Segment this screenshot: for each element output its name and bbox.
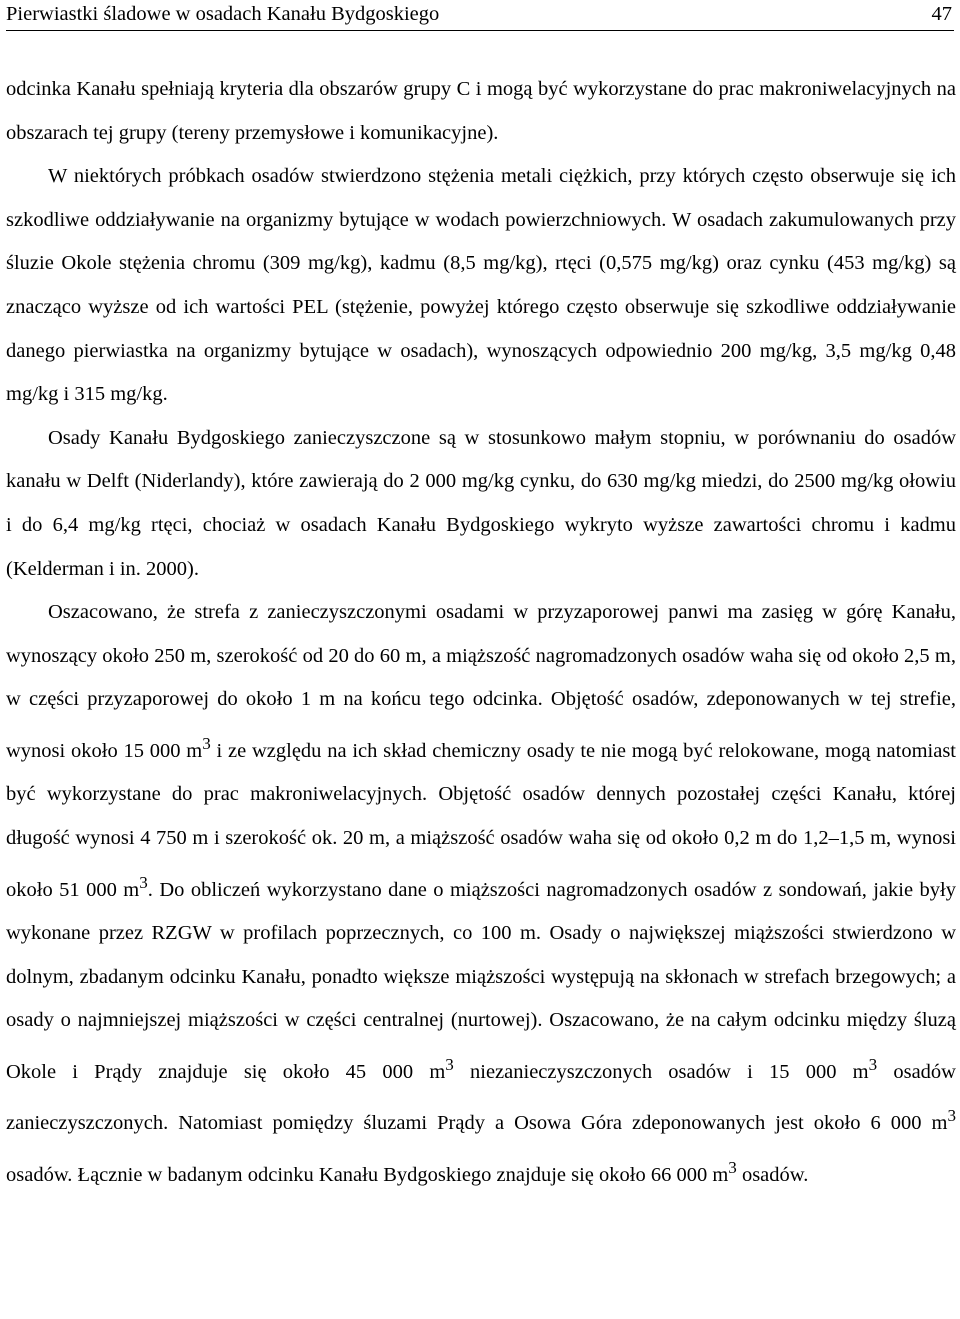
paragraph-continuation: odcinka Kanału spełniają kryteria dla obszarów grupy C i mogą być wykorzystane do prac makroniwelacyjnych na obszarach tej grupy (tereny przemysłowe i komunikacyjne). — [6, 78, 956, 144]
running-header — [6, 0, 954, 31]
text-run: Oszacowano, że strefa z zanieczyszczonymi osadami w przyzaporowej panwi ma zasięg w górę Kanału, wynoszący około 250 m, szerokość od 20 do 60 m, a miąższość nagromadzonych osadów waha się od około 2,5 m, w części przyzaporowej do około 1 m na końcu tego odcinka. Objętość osadów, zdeponowanych w tej strefie, wynosi około 15 000 m — [6, 601, 956, 762]
running-title: Pierwiastki śladowe w osadach Kanału Bydgoskiego — [6, 3, 440, 25]
text-run: . Do obliczeń wykorzystano dane o miąższości nagromadzonych osadów z sondowań, jakie były wykonane przez RZGW w profilach poprzecznych, co 100 m. Osady o największej miąższości stwierdzono w dolnym, zbadanym odcinku Kanału, ponadto większe miąższości występują na skłonach w strefach brzegowych; a osady o najmniejszej miąższości w części centralnej (nurtowej). Oszacowano, że na całym odcinku między śluzą Okole i Prądy znajduje się około 45 000 m — [6, 878, 956, 1083]
superscript: 3 — [728, 1157, 737, 1177]
superscript: 3 — [202, 733, 211, 753]
text-run: i ze względu na ich skład chemiczny osady te nie mogą być relokowane, mogą natomiast być wykorzystane do prac makroniwelacyjnych. Objętość osadów dennych pozostałej części Kanału, której długość wynosi 4 750 m i szerokość ok. 20 m, a miąższość osadów waha się od około 0,2 m do 1,2–1,5 m, wynosi około 51 000 m — [6, 739, 956, 901]
superscript: 3 — [947, 1106, 956, 1126]
paragraph-heavy-metals: W niektórych próbkach osadów stwierdzono stężenia metali ciężkich, przy których często obserwuje się ich szkodliwe oddziaływanie na organizmy bytujące w wodach powierzchniowych. W osadach zakumulowanych przy śluzie Okole stężenia chromu (309 mg/kg), kadmu (8,5 mg/kg), rtęci (0,575 mg/kg) oraz cynku (453 mg/kg) są znacząco wyższe od ich wartości PEL (stężenie, powyżej którego często obserwuje się szkodliwe oddziaływanie danego pierwiastka na organizmy bytujące w osadach), wynoszących odpowiednio 200 mg/kg, 3,5 mg/kg 0,48 mg/kg i 315 mg/kg. — [6, 165, 956, 406]
paragraph-delft-comparison: Osady Kanału Bydgoskiego zanieczyszczone są w stosunkowo małym stopniu, w porównaniu do osadów kanału w Delft (Niderlandy), które zawierają do 2 000 mg/kg cynku, do 630 mg/kg miedzi, do 2500 mg/kg ołowiu i do 6,4 mg/kg rtęci, chociaż w osadach Kanału Bydgoskiego wykryto wyższe zawartości chromu i kadmu (Kelderman i in. 2000). — [6, 426, 956, 580]
paragraph-sediment-volume — [6, 591, 956, 1197]
superscript: 3 — [868, 1054, 878, 1074]
text-run: niezanieczyszczonych osadów i 15 000 m — [453, 1060, 869, 1083]
text-run: osadów zanieczyszczonych. Natomiast pomiędzy śluzami Prądy a Osowa Góra zdeponowanych jest około 6 000 m — [6, 1060, 956, 1134]
page-number: 47 — [931, 3, 952, 25]
text-run: osadów. — [736, 1163, 809, 1186]
superscript: 3 — [139, 872, 148, 892]
text-run: osadów. Łącznie w badanym odcinku Kanału Bydgoskiego znajduje się około 66 000 m — [6, 1163, 729, 1186]
body-text — [6, 68, 956, 1197]
superscript: 3 — [445, 1054, 454, 1074]
